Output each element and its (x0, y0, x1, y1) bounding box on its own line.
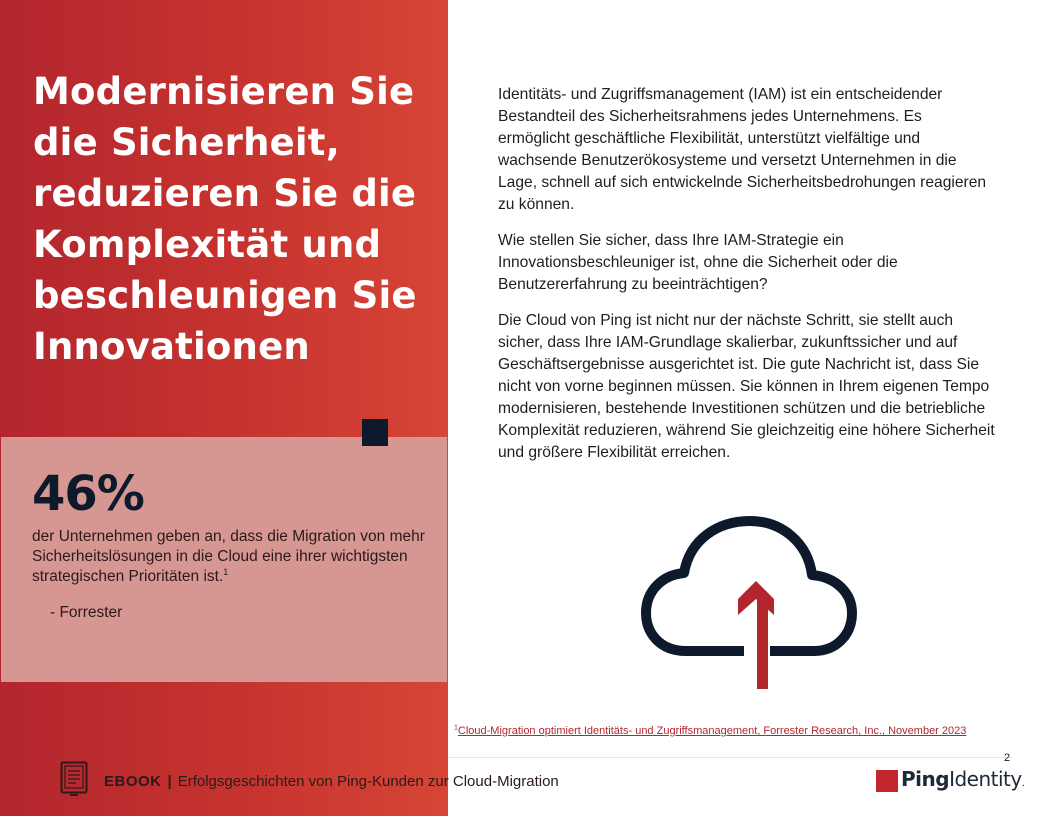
footer-divider (448, 757, 1013, 758)
logo-word-ping: Ping (901, 766, 950, 791)
logo-word-identity: Identity (949, 766, 1022, 791)
stat-description-text: der Unternehmen geben an, dass die Migration von mehr Sicherheitslösungen in die Cloud eine ihrer wichtigsten strategischen Prioritäten ist. (32, 528, 425, 585)
body-paragraph-3: Die Cloud von Ping ist nicht nur der nächste Schritt, sie stellt auch sicher, dass Ihre IAM-Grundlage skalierbar, zukunftssicher und auf Geschäftsergebnisse ausgerichtet ist. Die gute Nachricht ist, dass Sie nicht von vorne beginnen müssen. Sie können in Ihrem eigenen Tempo modernisieren, bestehende Investitionen schützen und die betriebliche Komplexität reduzieren, während Sie gleichzeitig eine höhere Sicherheit und größere Flexibilität erreichen. (498, 312, 995, 461)
stat-footnote-marker: 1 (223, 566, 229, 577)
stat-value: 46% (32, 466, 144, 522)
stat-description (32, 527, 432, 587)
footnote-marker: 1 (454, 724, 458, 732)
logo-mark (876, 770, 898, 792)
logo-wordmark (901, 767, 1024, 796)
document-type-label: EBOOK (104, 773, 162, 790)
decorative-square (362, 419, 388, 446)
stat-source: - Forrester (50, 604, 123, 621)
document-title: Erfolgsgeschichten von Ping-Kunden zur Cloud-Migration (177, 773, 559, 790)
page-headline: Modernisieren Sie die Sicherheit, reduzieren Sie die Komplexität und beschleunigen Sie Innovationen (33, 70, 417, 368)
logo-suffix: . (1021, 777, 1025, 789)
body-paragraph-2: Wie stellen Sie sicher, dass Ihre IAM-Strategie ein Innovationsbeschleuniger ist, ohne die Sicherheit oder die Benutzererfahrung zu beeinträchtigen? (498, 232, 898, 293)
ebook-icon (60, 761, 88, 797)
page-number: 2 (1004, 752, 1011, 764)
footnote-link[interactable]: Cloud-Migration optimiert Identitäts- und Zugriffsmanagement, Forrester Research, Inc., November 2023 (457, 725, 967, 737)
ping-identity-logo (876, 766, 1025, 793)
body-text-column (498, 84, 998, 478)
body-paragraph-1: Identitäts- und Zugriffsmanagement (IAM) ist ein entscheidender Bestandteil des Sicherheitsrahmens jedes Unternehmens. Es ermöglicht geschäftliche Flexibilität, unterstützt vielfältige und wachsende Benutzerökosysteme und versetzt Unternehmen in die Lage, schnell auf sich entwickelnde Sicherheitsbedrohungen reagieren zu können. (498, 86, 987, 213)
footer-document-label (104, 773, 559, 791)
footer-separator: | (167, 773, 172, 790)
cloud-upload-icon (640, 515, 860, 695)
footnote (454, 724, 966, 738)
